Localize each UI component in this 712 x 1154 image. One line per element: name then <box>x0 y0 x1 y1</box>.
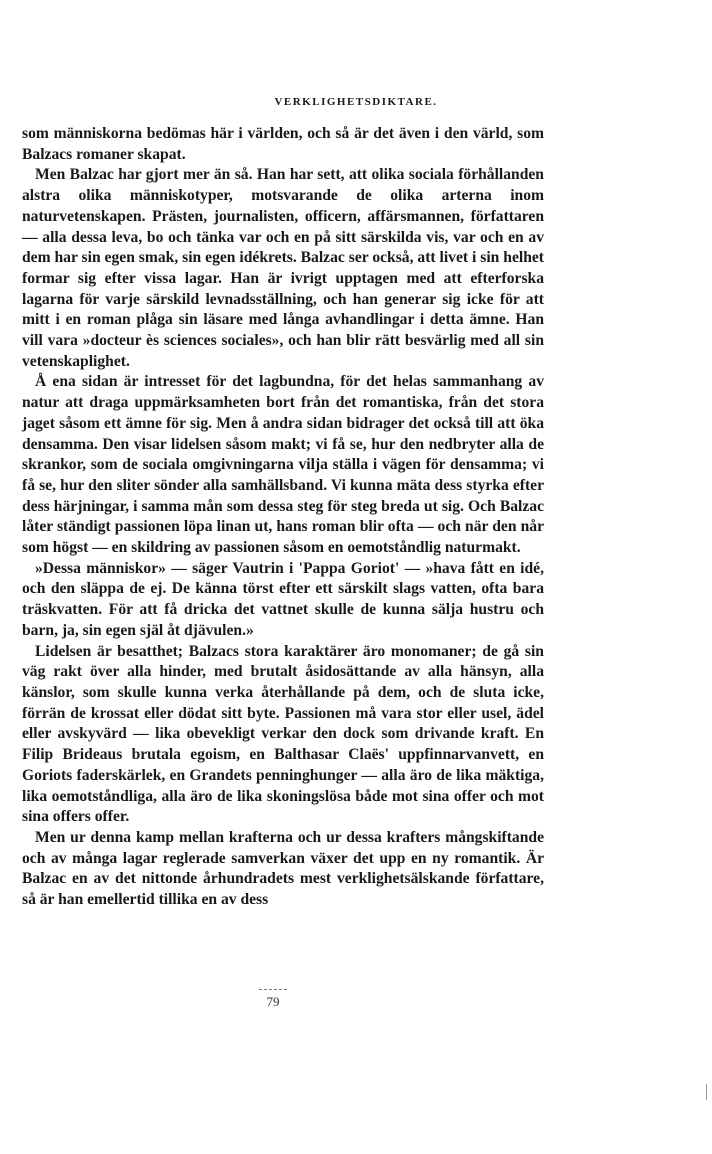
page-number: 79 <box>266 994 280 1009</box>
body-text <box>22 124 544 911</box>
page-number-rule <box>259 989 287 990</box>
paragraph: Men Balzac har gjort mer än så. Han har sett, att olika sociala förhållanden alstra olika människotyper, motsvarande de olika arterna inom naturvetenskapen. Prästen, journalisten, officern, affärsmannen, författaren — alla dessa leva, bo och tänka var och en på sitt särskilda vis, var och en av dem har sin egen smak, sin egen idékrets. Balzac ser också, att livet i sin helhet formar sig efter vissa lagar. Han är ivrigt upptagen med att efterforska lagarna för varje särskild levnadsställning, och han generar sig icke för att mitt i en roman plåga sin läsare med långa avhandlingar i detta ämne. Han vill vara »docteur ès sciences sociales», och han blir rätt besvärlig med all sin vetenskaplighet. <box>22 166 544 370</box>
running-title: VERKLIGHETSDIKTARE. <box>274 96 438 108</box>
paragraph: Lidelsen är besatthet; Balzacs stora karaktärer äro monomaner; de gå sin väg rakt över alla hinder, med brutalt åsidosättande av alla hänsyn, alla känslor, som skulle kunna verka återhållande på dem, och de sluta icke, förrän de krossat eller dödat sitt byte. Passionen må vara stor eller usel, ädel eller avskyvärd — lika obevekligt verkar den dock som drivande kraft. En Filip Brideaus brutala egoism, en Balthasar Claës' uppfinnarvanvett, en Goriots faderskärlek, en Grandets penninghunger — alla äro de lika mäktiga, lika oemotståndliga, alla äro de lika skoningslösa både mot sina offer och mot sina offers offer. <box>22 642 544 826</box>
paragraph: som människorna bedömas här i världen, och så är det även i den värld, som Balzacs romaner skapat. <box>22 125 544 163</box>
paragraph: »Dessa människor» — säger Vautrin i 'Pappa Goriot' — »hava fått en idé, och den släppa de ej. De känna törst efter ett särskilt slags vatten, ofta bara träskvatten. För att få dricka det vattnet skulle de kunna sälja hustru och barn, ja, sin egen själ åt djävulen.» <box>22 559 544 639</box>
paragraph: Å ena sidan är intresset för det lagbundna, för det helas sammanhang av natur att draga uppmärksamheten bort från det romantiska, från det stora jaget såsom ett ämne för sig. Men å andra sidan bidrager det också till att öka densamma. Den visar lidelsen såsom makt; vi få se, hur den nedbryter alla de skrankor, som de sociala omgivningarna vilja ställa i vägen för densamma; vi få se, hur den sliter sönder alla samhällsband. Vi kunna mäta dess styrka efter dess härjningar, i samma mån som dessa steg för steg breda ut sig. Och Balzac låter ständigt passionen löpa linan ut, hans roman blir ofta — och när den når som högst — en skildring av passionen såsom en oemotståndlig naturmakt. <box>22 373 544 557</box>
edge-mark <box>706 1084 707 1100</box>
paragraph: Men ur denna kamp mellan krafterna och ur dessa krafters mångskiftande och av många lagar reglerade samverkan växer det upp en ny romantik. Är Balzac en av det nittonde århundradets mest verklighetsälskande författare, så är han emellertid tillika en av dess <box>22 828 544 909</box>
